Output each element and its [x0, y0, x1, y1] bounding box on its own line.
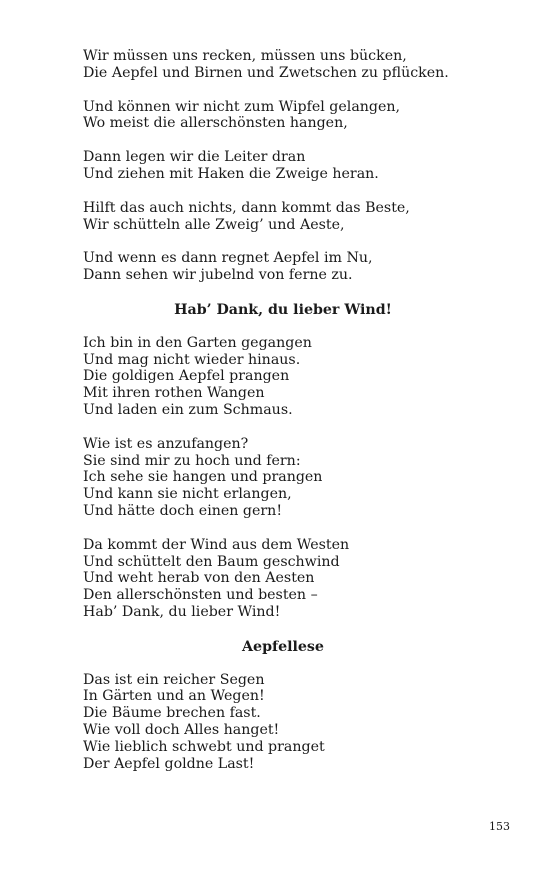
page-body	[83, 48, 483, 789]
verse-line: Wie lieblich schwebt und pranget	[83, 738, 325, 755]
verse-line: Den allerschönsten und besten –	[83, 587, 318, 604]
poem-3	[83, 639, 483, 773]
verse-line: Und schüttelt den Baum geschwind	[83, 553, 340, 570]
stanza	[83, 672, 483, 773]
verse-line: Die goldigen Aepfel prangen	[83, 368, 290, 385]
verse-line: Und hätte doch einen gern!	[83, 502, 283, 519]
stanza	[83, 250, 483, 284]
verse-line: Und können wir nicht zum Wipfel gelangen,	[83, 98, 401, 115]
verse-line: Sie sind mir zu hoch und fern:	[83, 452, 301, 469]
verse-line: Dann legen wir die Leiter dran	[83, 149, 306, 166]
stanza	[83, 436, 483, 520]
verse-line: Und ziehen mit Haken die Zweige heran.	[83, 165, 379, 182]
verse-line: Hilft das auch nichts, dann kommt das Beste,	[83, 199, 410, 216]
stanza	[83, 537, 483, 621]
verse-line: Und mag nicht wieder hinaus.	[83, 351, 301, 368]
verse-line: Wir schütteln alle Zweig’ und Aeste,	[83, 216, 345, 233]
verse-line: Und laden ein zum Schmaus.	[83, 401, 293, 418]
verse-line: Wie ist es anzufangen?	[83, 435, 249, 452]
verse-line: In Gärten und an Wegen!	[83, 688, 265, 705]
verse-line: Mit ihren rothen Wangen	[83, 385, 265, 402]
stanza	[83, 99, 483, 133]
verse-line: Ich bin in den Garten gegangen	[83, 334, 312, 351]
verse-line: Wo meist die allerschönsten hangen,	[83, 115, 348, 132]
page-number: 153	[489, 820, 510, 833]
stanza	[83, 335, 483, 419]
verse-line: Das ist ein reicher Segen	[83, 671, 265, 688]
poem-2	[83, 302, 483, 621]
verse-line: Der Aepfel goldne Last!	[83, 755, 255, 772]
verse-line: Die Aepfel und Birnen und Zwetschen zu pflücken.	[83, 64, 449, 81]
stanza	[83, 48, 483, 82]
stanza	[83, 200, 483, 234]
verse-line: Ich sehe sie hangen und prangen	[83, 469, 323, 486]
verse-line: Wie voll doch Alles hanget!	[83, 721, 280, 738]
verse-line: Dann sehen wir jubelnd von ferne zu.	[83, 267, 353, 284]
verse-line: Wir müssen uns recken, müssen uns bücken,	[83, 48, 407, 64]
poem-title: Hab’ Dank, du lieber Wind!	[174, 301, 392, 318]
poem-1	[83, 48, 483, 284]
verse-line: Da kommt der Wind aus dem Westen	[83, 536, 350, 553]
verse-line: Die Bäume brechen fast.	[83, 705, 261, 722]
verse-line: Und wenn es dann regnet Aepfel im Nu,	[83, 250, 373, 267]
poem-title: Aepfellese	[242, 638, 324, 655]
verse-line: Und kann sie nicht erlangen,	[83, 486, 292, 503]
verse-line: Hab’ Dank, du lieber Wind!	[83, 603, 281, 620]
verse-line: Und weht herab von den Aesten	[83, 570, 315, 587]
stanza	[83, 149, 483, 183]
